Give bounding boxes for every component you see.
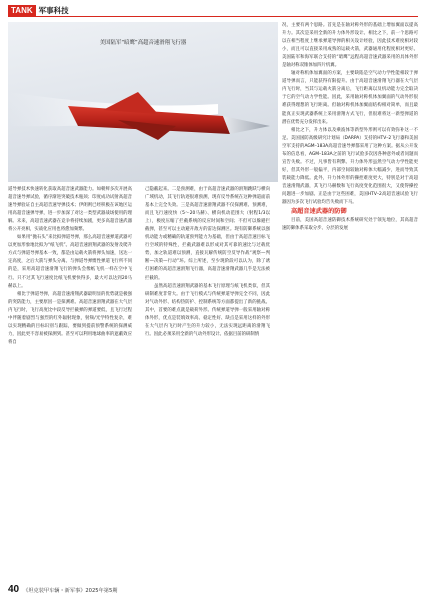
- vehicle-nose: [223, 116, 270, 134]
- section-heading: 高超音速武器的防御: [291, 208, 347, 216]
- paragraph: 道导弹技术快速转化获取高超音速武器能力。如朝鲜多次开展高超音速导弹试验，循序渐进突破技术瓶颈；印度成功试射高超音速导弹验证自主高超音速导弹技术；伊朗则已经积极在该地区运用高超音速弹导弹，进一步加深了对这一类型武器战场使用的理解。未来，高超音速武器在竞争将持续加剧，更多高超音速武器将公开亮相，实战化应用也将愈加频繁。: [8, 187, 132, 233]
- paragraph: 目前，美国高超音速防御技术系统研究处于领先地位，其高超音速防御体系采取分步、分层的发展: [282, 218, 418, 232]
- page-footer: [8, 584, 117, 595]
- paragraph: 如果用“抛石头”来比拟弹道导弹，那么高超音速弹道武器可以更加形象地比拟为“纸飞机”。高超音速滑翔武器的发射及爬升方式与弹道导弹基本一致，都是由运载火箭将弹头加速，送达一定高度，之后大箭与弹头分离。与弹道导弹惯性弹道飞行所不同的是，采用高超音速滑翔飞行的弹头会像纸飞机一样在空中飞行。只不过其飞行速度比纸飞机要快得多，最大可以达到20马赫以上。: [8, 235, 132, 289]
- page-number: 40: [8, 584, 20, 595]
- text-column-3: [282, 22, 418, 233]
- issue-info: 《坦克装甲车辆・新军事》2025年第5期: [23, 588, 118, 594]
- text-column-2: [145, 186, 270, 339]
- paragraph: 己隐蔽起来。二是预测难，由于高超音速武器的滑翔跳跃与横向广域机动，其飞行轨迹很难预测，现有反导系统在这种弹道面前基本上完全失效。三是高超音速滑翔武器不仅探测难、预测难，而且飞行速度快（5～20马赫）、横向机动范围大（射程1/3以上），极度压缩了拦截系统的反应时间和空间；不但可以躲避拦截弹，甚至可以主动避开敌方的雷达探测区。现有防御系统以强机动能力或精确的轨道预判能力为基础，但由于高超音速目标飞行空域的特殊性，拦截武器难以形成对其可靠的速比与过载优势，加之轨道难以预测，直接瓦解传统防空反导作战“观察—判断—决策—行动”环。综上所述，至少现阶段可以认为，除了诱打困难的高超音速滑翔飞行器，高超音速滑翔武器几乎是无法被拦截的。: [145, 187, 270, 281]
- paragraph: 相比之下，升力体以及乘波体等新型外形则可以有效弥补这一不足。美国国防高级研究计划局（DARPA）支持的HTV–2飞行器和美国空军支持的AGM–183A高超音速导弹都采用了这种方案。据从公开发布的信息看，AGM–183A之前的飞行试验多次因各种意外或者问题而宣告失败。不过，凡事皆有利弊。升力体外形虽然空气动力学性能更好，但其外形一般偏平，内部空间较轴对称体大幅减少，进而导致其装载能力降低。此外，升力体外形的操控难度更大，特别是对于高超音速滑翔武器，其飞行马赫数和飞行高度变化范围很大，又使得操控问题进一步加剧。正是由于这些困难，美国HTV–2高超音速试验飞行器因为多次飞行试验均告失败而下马。: [282, 127, 418, 206]
- paragraph: 相比于弹道导弹，高超音速滑翔武器最明显的优势就是极强的突防能力，主要原因一是探测难。高超音速滑翔武器在大气层内飞行时，飞行高度比中段反导拦截弹的弹道要低，且飞行过程中伴随着剧烈与强烈的红外辐射现象，射频/光学特性复杂，难以实现精确的目标识别与跟踪，要做到提前预警系统的探测威力，因此更不容易被探测到。甚至可以利用地球曲率的遮蔽效应将自: [8, 291, 132, 345]
- magazine-logo: TANK: [8, 5, 36, 17]
- paragraph: 况，主要有两个思路。首先是在轴对称外形的基础上增加翼面以提高升力。其次是采用全新的升力体外形设计。相比之下，前一个思路可以在相当程度上继承弹道导弹的相关设计经验，因此技术难度相对较小，而且可以直接采用成熟的运载火箭，武器通用化程度相对更好。美国陆军和海军联合支持的“暗鹰”远程高超音速武器采用的具体外形是轴对称双锥体加四片机翼。: [282, 23, 418, 69]
- paragraph: 轴对称机体加翼面的方案，主要缺陷是空气动力学性能相较于弹道导弹而言，只能获得有限提升。由于高超音速滑翔飞行器在大气层内飞行时，当其与运载火箭分离后，飞行距离以及机动能力完全取决于它的空气动力学性能。因此，采用轴对称机体加翼面的气动外形很难获得理想的飞行距离。但轴对称机体加翼面结构相对简单，而且最能真正实现武器系统上采用滑翔方式飞行，但很难将这一新型弹道的潜在优势充分发挥出来。: [282, 71, 418, 125]
- section-name: 军事科技: [38, 6, 69, 15]
- text-column-1: [8, 186, 132, 347]
- figure-hypersonic-glide-vehicle: [8, 22, 278, 182]
- figure-caption: 美国陆军“暗鹰”高超音速滑翔飞行器: [99, 40, 187, 46]
- header-rule: [8, 16, 418, 17]
- paragraph: 虽然高超音速滑翔武器的基本飞行原理与纸飞机类似，但其研制难度非常大。由于飞行模式与传统弹道导弹完全不同，因此对气动外形、结构热防护、控制系统等方面都提出了新的挑战。其中，首要的难点就是载荷外形。传统弹道导弹一般采用轴对称体外形，优点是装填效率高、稳定性好、缺点是采用这样的外形在大气层内飞行时产生的升力较小，无法实现远距离的滑翔飞行。因此必须采用全新的气动外形设计。依据目前的研制情: [145, 283, 270, 337]
- glide-vehicle-illustration: [8, 22, 278, 182]
